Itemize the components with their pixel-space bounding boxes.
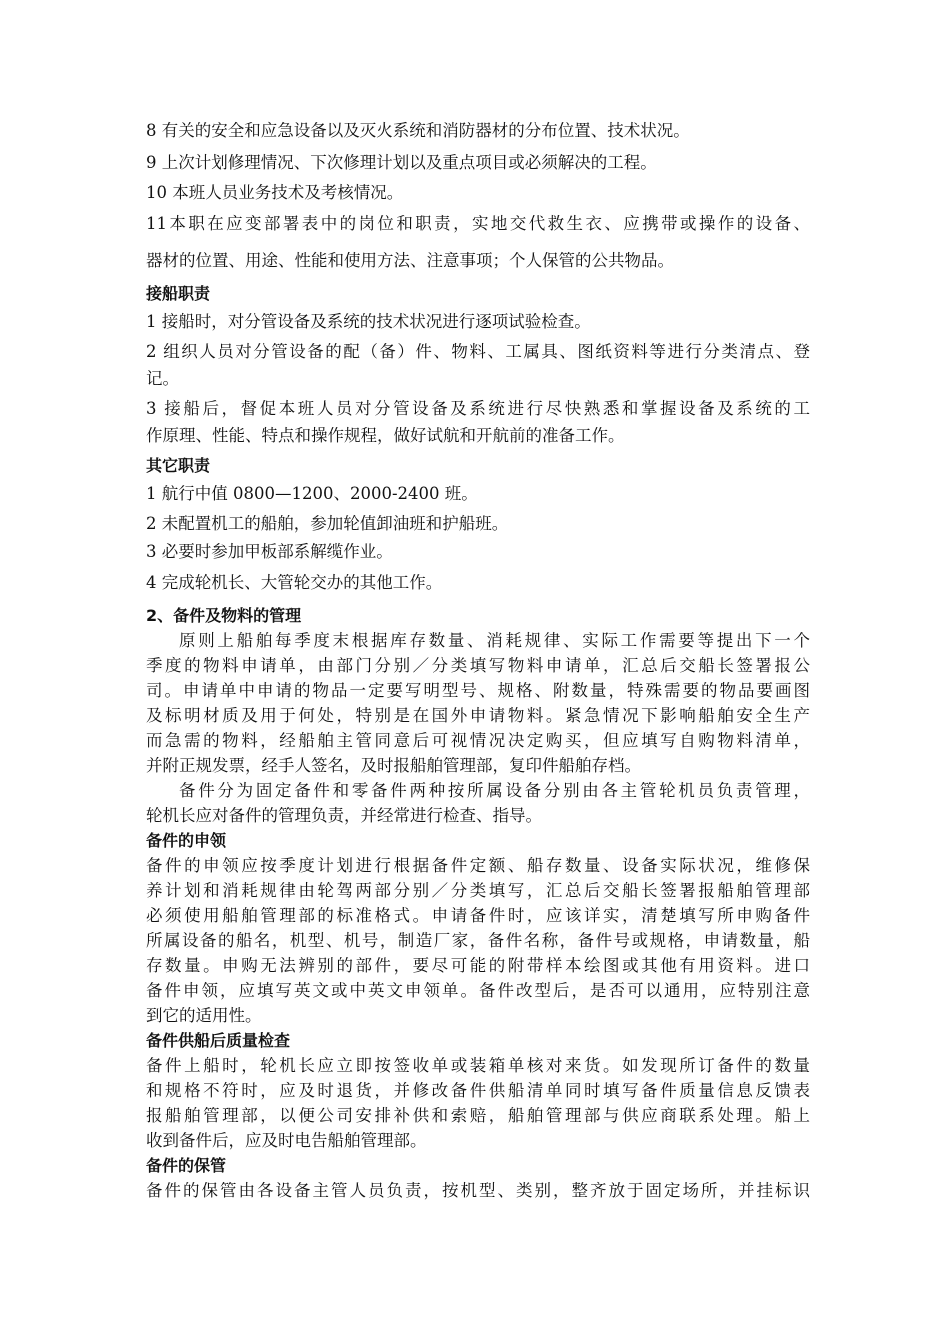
- other-duty-item-1: 1 航行中值 0800—1200、2000-2400 班。: [146, 484, 478, 503]
- section-heading-application: 备件的申领: [146, 831, 227, 850]
- duty-item-11-cont: 器材的位置、用途、性能和使用方法、注意事项；个人保管的公共物品。: [146, 251, 674, 270]
- application-line-2: 养计划和消耗规律由轮驾两部分别／分类填写，汇总后交船长签署报船舶管理部: [146, 881, 810, 900]
- receiving-item-2-cont: 记。: [146, 369, 179, 388]
- spare-parts-p2-line2: 轮机长应对备件的管理负责，并经常进行检查、指导。: [146, 806, 542, 825]
- section-heading-storage: 备件的保管: [146, 1156, 227, 1175]
- quality-check-line-4: 收到备件后，应及时电告船舶管理部。: [146, 1131, 427, 1150]
- section-heading-spare-parts: 2、备件及物料的管理: [146, 606, 302, 625]
- spare-parts-p2-line1: 备件分为固定备件和零备件两种按所属设备分别由各主管轮机员负责管理，: [179, 781, 810, 800]
- spare-parts-p1-line2: 季度的物料申请单，由部门分别／分类填写物料申请单，汇总后交船长签署报公: [146, 656, 810, 675]
- spare-parts-p1-line4: 及标明材质及用于何处，特别是在国外申请物料。紧急情况下影响船舶安全生产: [146, 706, 810, 725]
- quality-check-line-3: 报船舶管理部，以便公司安排补供和索赔，船舶管理部与供应商联系处理。船上: [146, 1106, 810, 1125]
- spare-parts-p1-line3: 司。申请单中申请的物品一定要写明型号、规格、附数量，特殊需要的物品要画图: [146, 681, 810, 700]
- application-line-6: 备件申领，应填写英文或中英文申领单。备件改型后，是否可以通用，应特别注意: [146, 981, 810, 1000]
- receiving-item-3: 3 接船后，督促本班人员对分管设备及系统进行尽快熟悉和掌握设备及系统的工: [146, 399, 810, 418]
- quality-check-line-2: 和规格不符时，应及时退货，并修改备件供船清单同时填写备件质量信息反馈表: [146, 1081, 810, 1100]
- receiving-item-2: 2 组织人员对分管设备的配（备）件、物料、工属具、图纸资料等进行分类清点、登: [146, 342, 810, 361]
- spare-parts-p1-line6: 并附正规发票，经手人签名，及时报船舶管理部，复印件船舶存档。: [146, 756, 641, 775]
- section-heading-quality-check: 备件供船后质量检查: [146, 1031, 291, 1050]
- other-duty-item-2: 2 未配置机工的船舶，参加轮值卸油班和护船班。: [146, 514, 509, 533]
- other-duty-item-3: 3 必要时参加甲板部系解缆作业。: [146, 542, 393, 561]
- other-duty-item-4: 4 完成轮机长、大管轮交办的其他工作。: [146, 573, 443, 592]
- receiving-item-1: 1 接船时，对分管设备及系统的技术状况进行逐项试验检查。: [146, 312, 591, 331]
- spare-parts-p1-line5: 而急需的物料，经船舶主管同意后可视情况决定购买，但应填写自购物料清单，: [146, 731, 810, 750]
- application-line-7: 到它的适用性。: [146, 1006, 262, 1025]
- spare-parts-p1-line1: 原则上船舶每季度末根据库存数量、消耗规律、实际工作需要等提出下一个: [179, 631, 810, 650]
- section-heading-receiving-ship: 接船职责: [146, 284, 211, 303]
- duty-item-11: 11本职在应变部署表中的岗位和职责，实地交代救生衣、应携带或操作的设备、: [146, 214, 810, 233]
- duty-item-8: 8 有关的安全和应急设备以及灭火系统和消防器材的分布位置、技术状况。: [146, 121, 690, 140]
- application-line-3: 必须使用船舶管理部的标准格式。申请备件时，应该详实，清楚填写所申购备件: [146, 906, 810, 925]
- application-line-5: 存数量。申购无法辨别的部件，要尽可能的附带样本绘图或其他有用资料。进口: [146, 956, 810, 975]
- section-heading-other-duties: 其它职责: [146, 456, 211, 475]
- duty-item-10: 10 本班人员业务技术及考核情况。: [146, 183, 404, 202]
- application-line-1: 备件的申领应按季度计划进行根据备件定额、船存数量、设备实际状况，维修保: [146, 856, 810, 875]
- application-line-4: 所属设备的船名，机型、机号，制造厂家，备件名称，备件号或规格，申请数量，船: [146, 931, 810, 950]
- storage-line-1: 备件的保管由各设备主管人员负责，按机型、类别，整齐放于固定场所，并挂标识: [146, 1181, 810, 1200]
- receiving-item-3-cont: 作原理、性能、特点和操作规程，做好试航和开航前的准备工作。: [146, 426, 625, 445]
- quality-check-line-1: 备件上船时，轮机长应立即按签收单或装箱单核对来货。如发现所订备件的数量: [146, 1056, 810, 1075]
- duty-item-9: 9 上次计划修理情况、下次修理计划以及重点项目或必须解决的工程。: [146, 153, 657, 172]
